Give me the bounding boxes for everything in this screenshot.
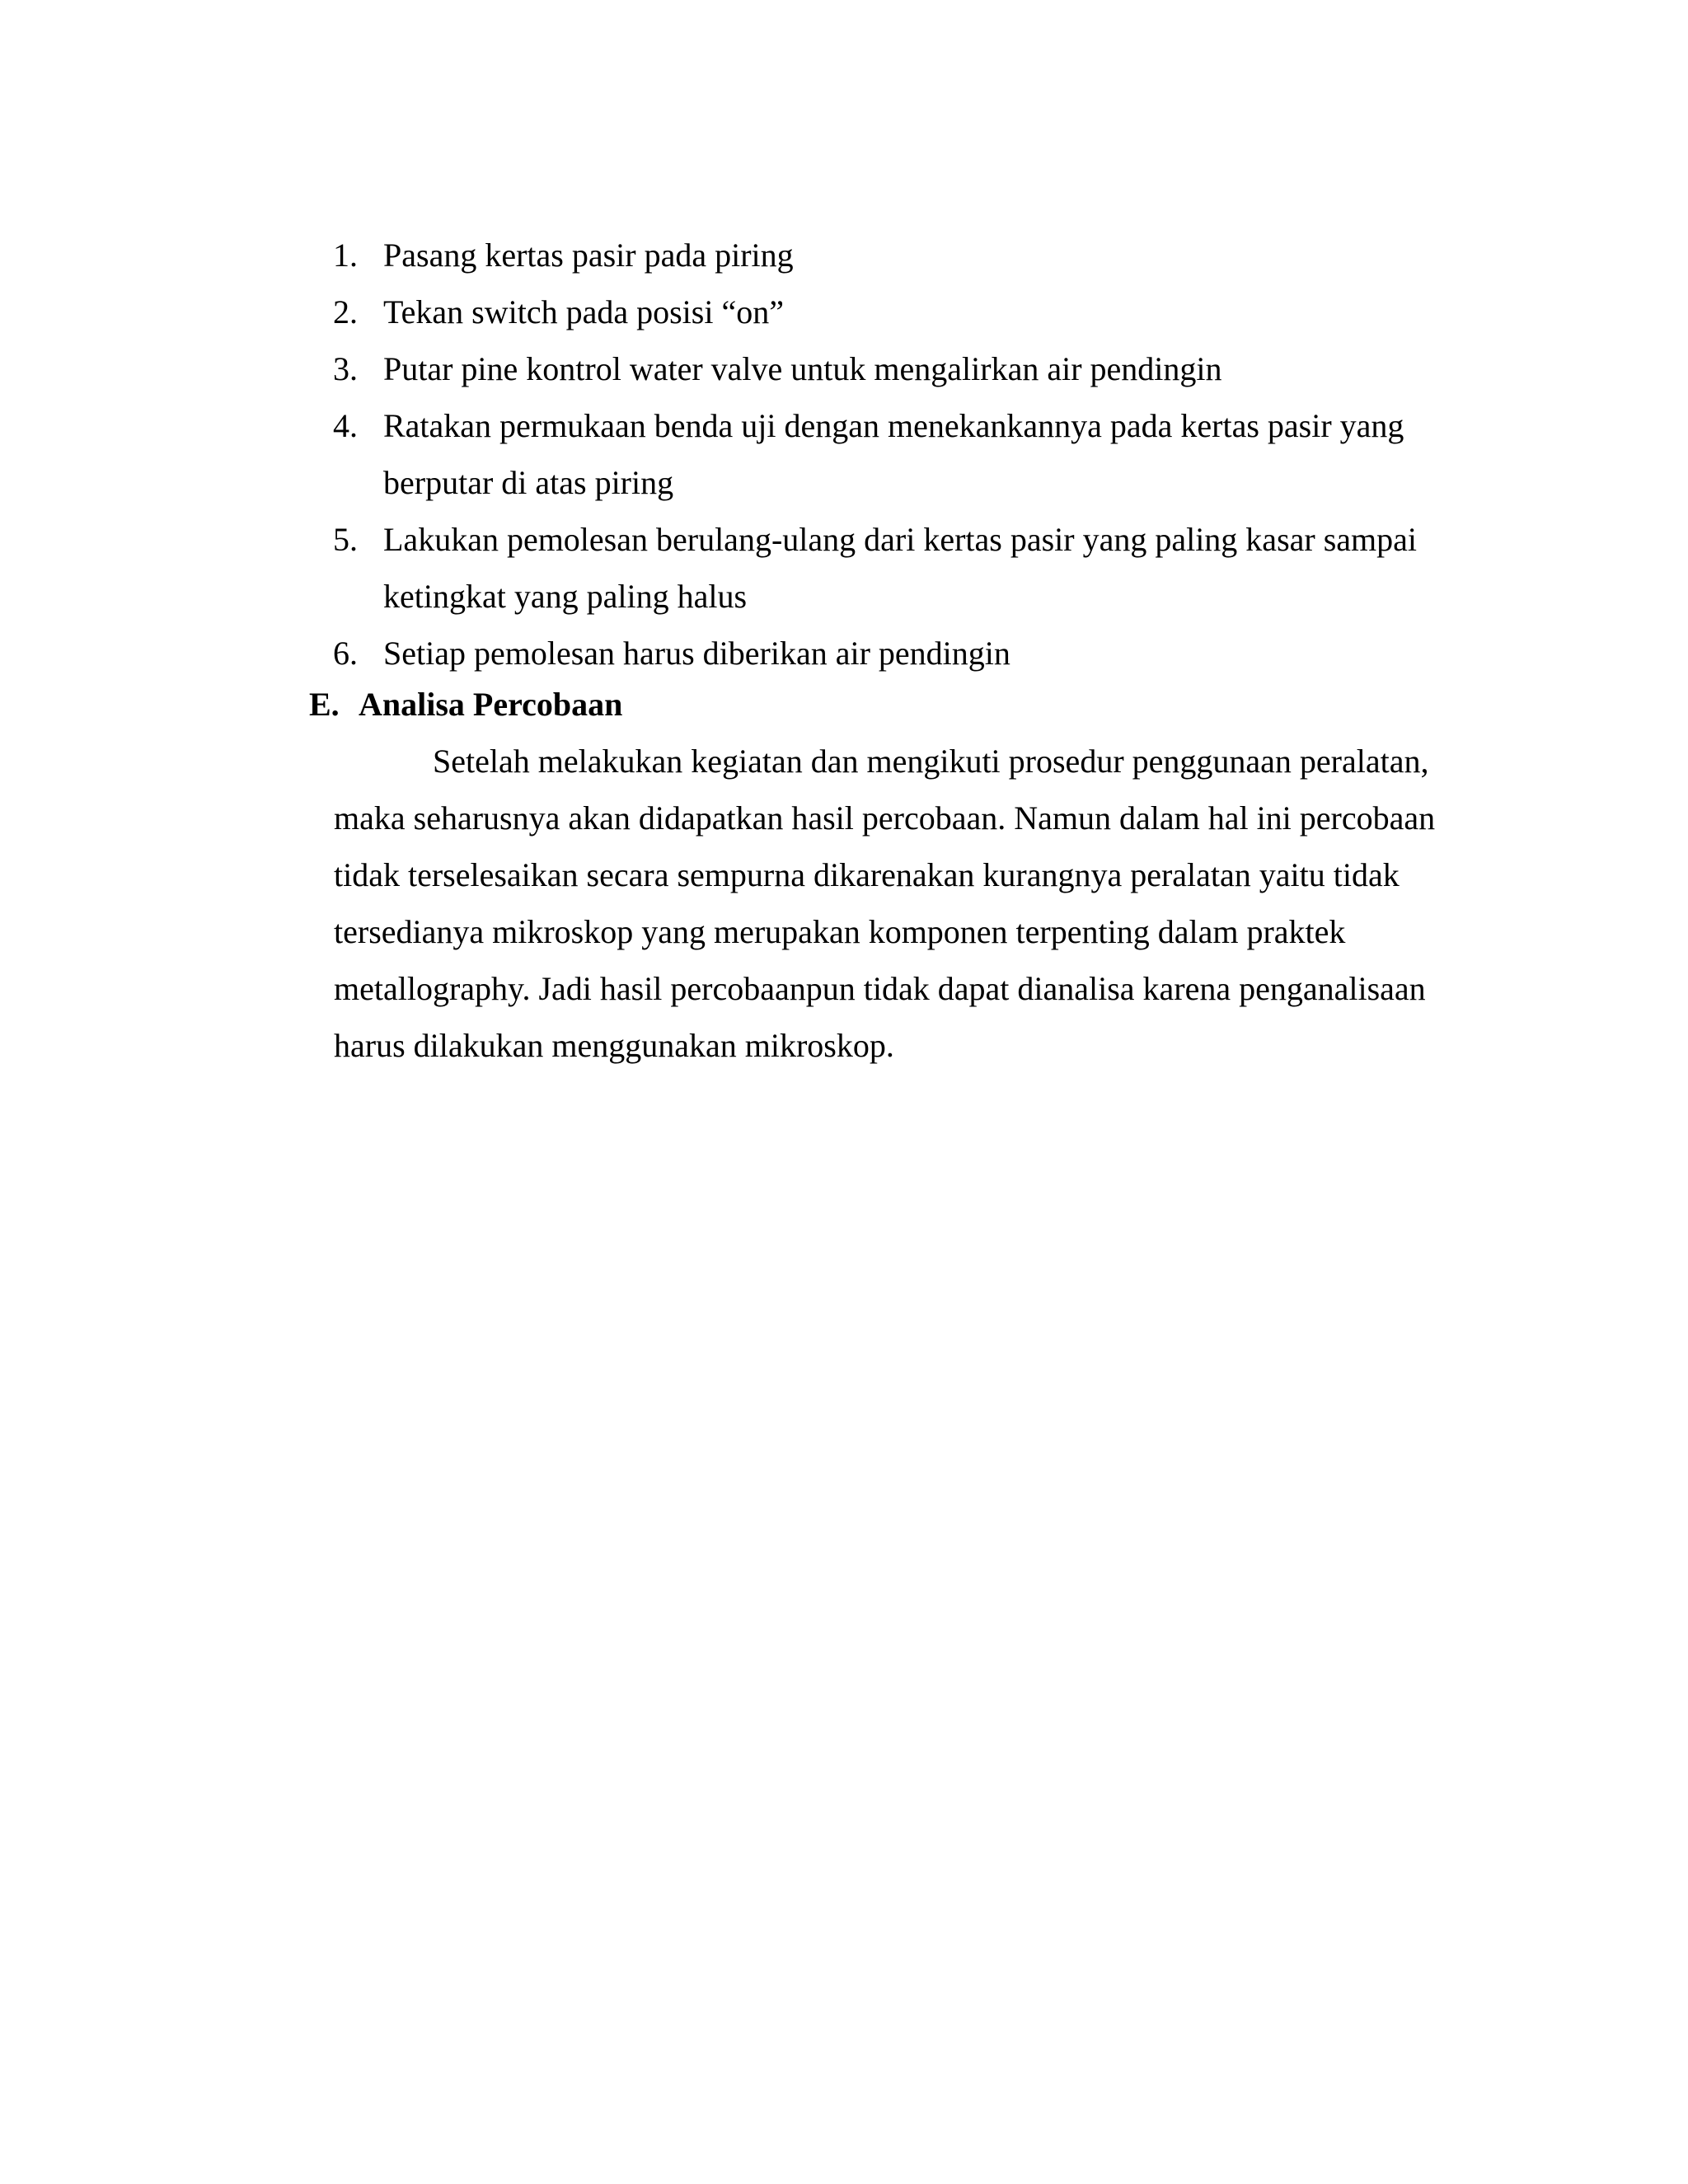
section-title: Analisa Percobaan — [359, 686, 623, 723]
section-heading — [309, 676, 1463, 733]
list-item-number: 4. — [333, 407, 358, 444]
list-item-number: 3. — [333, 350, 358, 387]
section-analysis — [309, 676, 1463, 1074]
section-paragraph — [309, 733, 1463, 1074]
paragraph-line: tidak terselesaikan secara sempurna dikarenakan kurangnya peralatan yaitu tidak — [334, 856, 1400, 893]
paragraph-line: maka seharusnya akan didapatkan hasil percobaan. Namun dalam hal ini percobaan — [334, 799, 1436, 837]
paragraph-line: tersedianya mikroskop yang merupakan komponen terpenting dalam praktek — [334, 913, 1346, 950]
list-item-text: Setiap pemolesan harus diberikan air pendingin — [383, 635, 1010, 672]
list-item-text: Lakukan pemolesan berulang-ulang dari kertas pasir yang paling kasar sampai — [383, 521, 1418, 558]
paragraph-line: Setelah melakukan kegiatan dan mengikuti prosedur penggunaan peralatan, — [433, 743, 1429, 780]
list-item-text: Tekan switch pada posisi “on” — [383, 293, 784, 330]
procedure-list — [330, 227, 1451, 682]
list-item-number: 5. — [333, 521, 358, 558]
list-item-text: Ratakan permukaan benda uji dengan menekankannya pada kertas pasir yang — [383, 407, 1404, 444]
list-item-number: 6. — [333, 635, 358, 672]
list-item-number: 2. — [333, 293, 358, 330]
list-item — [330, 284, 1451, 340]
list-item-text-continued: ketingkat yang paling halus — [383, 578, 748, 615]
list-item — [330, 397, 1451, 511]
list-item-text: Putar pine kontrol water valve untuk mengalirkan air pendingin — [383, 350, 1222, 387]
list-item-text-continued: berputar di atas piring — [383, 464, 674, 501]
list-item — [330, 511, 1451, 625]
list-item-text: Pasang kertas pasir pada piring — [383, 237, 794, 274]
section-letter: E. — [309, 686, 340, 723]
list-item — [330, 625, 1451, 682]
paragraph-line: metallography. Jadi hasil percobaanpun tidak dapat dianalisa karena penganalisaan — [334, 970, 1426, 1007]
list-item — [330, 227, 1451, 284]
paragraph-line: harus dilakukan menggunakan mikroskop. — [334, 1027, 894, 1064]
list-item-number: 1. — [333, 237, 358, 274]
list-item — [330, 340, 1451, 397]
